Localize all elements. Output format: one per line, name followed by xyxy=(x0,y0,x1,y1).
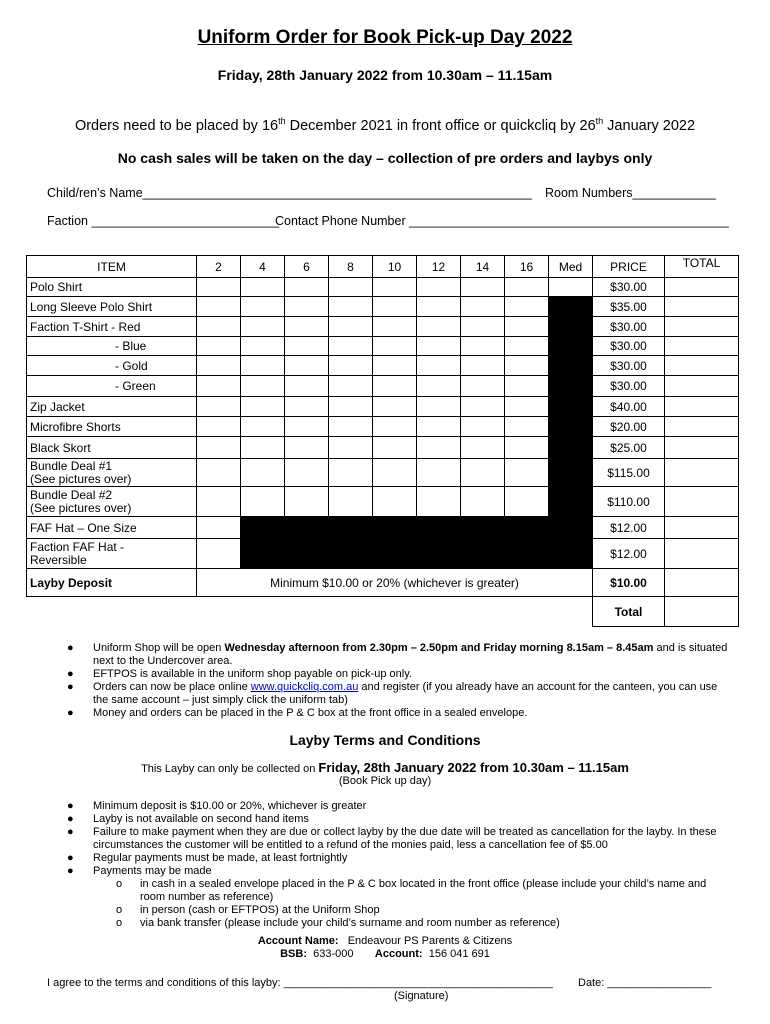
unavailable-cell xyxy=(549,417,593,437)
unavailable-cell xyxy=(549,459,593,487)
table-row xyxy=(27,356,739,376)
qty-cell[interactable] xyxy=(373,437,417,459)
qty-cell[interactable] xyxy=(461,437,505,459)
header-size-2: 2 xyxy=(197,256,241,278)
qty-cell[interactable] xyxy=(197,356,241,376)
list-item: ● Layby is not available on second hand items xyxy=(67,813,309,825)
unavailable-cell xyxy=(461,517,505,539)
layby-deposit-note: Minimum $10.00 or 20% (whichever is greater) xyxy=(197,569,593,597)
qty-cell[interactable] xyxy=(241,397,285,417)
qty-cell[interactable] xyxy=(417,317,461,337)
qty-cell[interactable] xyxy=(505,337,549,356)
qty-cell[interactable] xyxy=(461,317,505,337)
item-label: Faction FAF Hat - Reversible xyxy=(27,539,197,569)
qty-cell[interactable] xyxy=(505,417,549,437)
unavailable-cell xyxy=(549,437,593,459)
qty-cell[interactable] xyxy=(417,487,461,517)
qty-cell[interactable] xyxy=(505,487,549,517)
list-item: ● Uniform Shop will be open Wednesday afternoon from 2.30pm – 2.50pm and Friday morning 8.15am – 8.45am and is situated next to the Undercover area. xyxy=(67,642,728,667)
unavailable-cell xyxy=(549,376,593,397)
unavailable-cell xyxy=(461,539,505,569)
price-cell: $30.00 xyxy=(593,337,665,356)
unavailable-cell xyxy=(505,517,549,539)
total-cell[interactable] xyxy=(665,317,739,337)
qty-cell[interactable] xyxy=(285,278,329,297)
agreement-date-field[interactable]: Date: _________________ xyxy=(578,977,712,989)
qty-cell[interactable] xyxy=(373,317,417,337)
qty-cell[interactable] xyxy=(329,437,373,459)
qty-cell[interactable] xyxy=(197,376,241,397)
qty-cell[interactable] xyxy=(197,459,241,487)
price-cell: $30.00 xyxy=(593,356,665,376)
qty-cell[interactable] xyxy=(373,337,417,356)
total-cell[interactable] xyxy=(665,569,739,597)
qty-cell[interactable] xyxy=(505,437,549,459)
qty-cell[interactable] xyxy=(241,278,285,297)
price-cell: $12.00 xyxy=(593,539,665,569)
table-row xyxy=(27,517,739,539)
layby-deposit-price: $10.00 xyxy=(593,569,665,597)
header-item: ITEM xyxy=(27,256,197,278)
table-row xyxy=(27,278,739,297)
list-item: ● Money and orders can be placed in the P & C box at the front office in a sealed envelope. xyxy=(67,707,528,719)
qty-cell[interactable] xyxy=(373,356,417,376)
item-label: Bundle Deal #1 (See pictures over) xyxy=(27,459,197,487)
unavailable-cell xyxy=(549,337,593,356)
qty-cell[interactable] xyxy=(505,297,549,317)
list-item: ● Orders can now be place online www.quickcliq.com.au and register (if you already have an account for the canteen, you can use the same account – just simply click the uniform tab) xyxy=(67,681,718,706)
price-cell: $30.00 xyxy=(593,278,665,297)
qty-cell[interactable] xyxy=(373,297,417,317)
account-name-line: Account Name: Endeavour PS Parents & Citizens xyxy=(257,935,513,947)
item-label: Polo Shirt xyxy=(27,278,197,297)
qty-cell[interactable] xyxy=(329,487,373,517)
qty-cell[interactable] xyxy=(241,337,285,356)
list-item: ● Failure to make payment when they are due or collect layby by the due date will be treated as cancellation for the layby. In these circumstances the customer will be entitled to a refund of the monies paid, less a cancellation fee of $5.00 xyxy=(67,826,717,851)
qty-cell[interactable] xyxy=(417,337,461,356)
info-list xyxy=(67,642,733,720)
layby-deposit-label: Layby Deposit xyxy=(27,569,197,597)
item-label: - Blue xyxy=(27,337,197,356)
unavailable-cell xyxy=(549,356,593,376)
layby-collection-note: (Book Pick up day) xyxy=(338,775,432,787)
qty-cell[interactable] xyxy=(329,376,373,397)
table-row xyxy=(27,317,739,337)
bank-details-line: BSB: 633-000 Account: 156 041 691 xyxy=(280,948,490,960)
qty-cell[interactable] xyxy=(197,437,241,459)
table-row xyxy=(27,297,739,317)
qty-cell[interactable] xyxy=(241,356,285,376)
qty-cell[interactable] xyxy=(505,317,549,337)
qty-cell[interactable] xyxy=(417,417,461,437)
qty-cell[interactable] xyxy=(285,487,329,517)
unavailable-cell xyxy=(549,297,593,317)
unavailable-cell xyxy=(329,517,373,539)
order-deadline: Orders need to be placed by 16th December 2021 in front office or quickcliq by 26th January 2022 xyxy=(74,116,696,134)
table-row xyxy=(27,417,739,437)
header-total: TOTAL xyxy=(665,256,739,278)
item-label: FAF Hat – One Size xyxy=(27,517,197,539)
qty-cell[interactable] xyxy=(373,397,417,417)
qty-cell[interactable] xyxy=(329,297,373,317)
price-cell: $25.00 xyxy=(593,437,665,459)
child-name-field[interactable]: Child/ren’s Name________________________________________________________ xyxy=(47,186,532,200)
qty-cell[interactable] xyxy=(461,278,505,297)
price-cell: $12.00 xyxy=(593,517,665,539)
qty-cell[interactable] xyxy=(417,459,461,487)
qty-cell[interactable] xyxy=(197,539,241,569)
total-label: Total xyxy=(593,597,665,627)
item-label: Bundle Deal #2 (See pictures over) xyxy=(27,487,197,517)
item-label: Zip Jacket xyxy=(27,397,197,417)
event-date: Friday, 28th January 2022 from 10.30am – 11.15am xyxy=(217,67,553,83)
qty-cell[interactable] xyxy=(505,376,549,397)
layby-terms-list xyxy=(67,800,733,930)
quickcliq-link[interactable]: www.quickcliq.com.au xyxy=(250,681,359,693)
contact-phone-field[interactable]: Contact Phone Number ______________________________________________ xyxy=(275,214,729,228)
qty-cell[interactable] xyxy=(329,356,373,376)
total-cell[interactable] xyxy=(665,376,739,397)
faction-field[interactable]: Faction ___________________________ xyxy=(47,214,280,228)
qty-cell[interactable] xyxy=(285,297,329,317)
total-cell[interactable] xyxy=(665,417,739,437)
qty-cell[interactable] xyxy=(329,417,373,437)
unavailable-cell xyxy=(417,517,461,539)
list-item: ● Payments may be made o in cash in a sealed envelope placed in the P & C box located in the front office (please include your child’s name and room number as reference) o in person (cash or EFTPOS) at the Uniform Shop o via bank transfer (please include your child’s surname and room number as reference) xyxy=(93,865,733,930)
total-cell[interactable] xyxy=(665,459,739,487)
table-row xyxy=(27,376,739,397)
qty-cell[interactable] xyxy=(285,459,329,487)
table-row xyxy=(27,397,739,417)
qty-cell[interactable] xyxy=(285,417,329,437)
qty-cell[interactable] xyxy=(197,278,241,297)
qty-cell[interactable] xyxy=(461,337,505,356)
qty-cell[interactable] xyxy=(285,317,329,337)
item-label: - Green xyxy=(27,376,197,397)
qty-cell[interactable] xyxy=(461,297,505,317)
unavailable-cell xyxy=(285,517,329,539)
header-size-4: 4 xyxy=(241,256,285,278)
list-item: ● Minimum deposit is $10.00 or 20%, whichever is greater xyxy=(67,800,367,812)
qty-cell[interactable] xyxy=(417,437,461,459)
item-label: Microfibre Shorts xyxy=(27,417,197,437)
qty-cell[interactable] xyxy=(285,437,329,459)
qty-cell[interactable] xyxy=(505,397,549,417)
qty-cell[interactable] xyxy=(417,278,461,297)
qty-cell[interactable] xyxy=(285,397,329,417)
header-size-16: 16 xyxy=(505,256,549,278)
qty-cell[interactable] xyxy=(329,459,373,487)
total-cell[interactable] xyxy=(665,397,739,417)
qty-cell[interactable] xyxy=(241,459,285,487)
table-row xyxy=(27,337,739,356)
grand-total-cell[interactable] xyxy=(665,597,739,627)
qty-cell[interactable] xyxy=(461,356,505,376)
qty-cell[interactable] xyxy=(329,278,373,297)
qty-cell[interactable] xyxy=(417,356,461,376)
price-cell: $20.00 xyxy=(593,417,665,437)
total-cell[interactable] xyxy=(665,337,739,356)
list-item: o in person (cash or EFTPOS) at the Uniform Shop xyxy=(116,904,380,916)
qty-cell[interactable] xyxy=(461,376,505,397)
table-row xyxy=(27,539,739,569)
agreement-signature-field[interactable]: I agree to the terms and conditions of this layby: ____________________________________________ xyxy=(47,977,553,989)
total-cell[interactable] xyxy=(665,278,739,297)
unavailable-cell xyxy=(373,539,417,569)
total-cell[interactable] xyxy=(665,539,739,569)
total-cell[interactable] xyxy=(665,487,739,517)
unavailable-cell xyxy=(285,539,329,569)
qty-cell[interactable] xyxy=(461,417,505,437)
list-item: ● EFTPOS is available in the uniform shop payable on pick-up only. xyxy=(67,668,412,680)
qty-cell[interactable] xyxy=(241,437,285,459)
layby-heading: Layby Terms and Conditions xyxy=(289,732,481,748)
qty-cell[interactable] xyxy=(417,376,461,397)
qty-cell[interactable] xyxy=(373,459,417,487)
room-numbers-field[interactable]: Room Numbers____________ xyxy=(545,186,716,200)
qty-cell[interactable] xyxy=(373,487,417,517)
header-size-12: 12 xyxy=(417,256,461,278)
qty-cell[interactable] xyxy=(417,297,461,317)
price-cell: $35.00 xyxy=(593,297,665,317)
unavailable-cell xyxy=(549,517,593,539)
qty-cell[interactable] xyxy=(461,459,505,487)
qty-cell[interactable] xyxy=(373,278,417,297)
signature-caption: (Signature) xyxy=(394,990,449,1002)
layby-deposit-row xyxy=(27,569,739,597)
item-label: Faction T-Shirt - Red xyxy=(27,317,197,337)
price-cell: $40.00 xyxy=(593,397,665,417)
unavailable-cell xyxy=(417,539,461,569)
total-cell[interactable] xyxy=(665,517,739,539)
item-label: - Gold xyxy=(27,356,197,376)
page-title: Uniform Order for Book Pick-up Day 2022 xyxy=(197,27,573,48)
layby-collection: This Layby can only be collected on Friday, 28th January 2022 from 10.30am – 11.15am xyxy=(141,760,629,775)
qty-cell[interactable] xyxy=(285,356,329,376)
header-size-6: 6 xyxy=(285,256,329,278)
header-price: PRICE xyxy=(593,256,665,278)
unavailable-cell xyxy=(549,397,593,417)
qty-cell[interactable] xyxy=(505,278,549,297)
unavailable-cell xyxy=(549,317,593,337)
unavailable-cell xyxy=(241,539,285,569)
total-row xyxy=(27,597,739,627)
qty-cell[interactable] xyxy=(329,397,373,417)
price-cell: $30.00 xyxy=(593,376,665,397)
qty-cell[interactable] xyxy=(241,317,285,337)
qty-cell[interactable] xyxy=(417,397,461,417)
qty-cell[interactable] xyxy=(197,517,241,539)
header-size-14: 14 xyxy=(461,256,505,278)
qty-cell[interactable] xyxy=(197,487,241,517)
qty-cell[interactable] xyxy=(505,459,549,487)
total-cell[interactable] xyxy=(665,356,739,376)
header-size-med: Med xyxy=(549,256,593,278)
qty-cell[interactable] xyxy=(329,317,373,337)
unavailable-cell xyxy=(549,539,593,569)
unavailable-cell xyxy=(373,517,417,539)
qty-cell[interactable] xyxy=(197,417,241,437)
price-cell: $30.00 xyxy=(593,317,665,337)
qty-cell[interactable] xyxy=(549,278,593,297)
qty-cell[interactable] xyxy=(461,397,505,417)
qty-cell[interactable] xyxy=(373,376,417,397)
price-cell: $110.00 xyxy=(593,487,665,517)
qty-cell[interactable] xyxy=(241,417,285,437)
unavailable-cell xyxy=(329,539,373,569)
header-size-8: 8 xyxy=(329,256,373,278)
price-cell: $115.00 xyxy=(593,459,665,487)
order-table xyxy=(26,255,739,627)
item-label: Long Sleeve Polo Shirt xyxy=(27,297,197,317)
table-row xyxy=(27,487,739,517)
total-cell[interactable] xyxy=(665,297,739,317)
unavailable-cell xyxy=(241,517,285,539)
qty-cell[interactable] xyxy=(241,376,285,397)
qty-cell[interactable] xyxy=(197,397,241,417)
total-cell[interactable] xyxy=(665,437,739,459)
list-item: o in cash in a sealed envelope placed in the P & C box located in the front office (please include your child’s name and room number as reference) xyxy=(116,878,707,903)
qty-cell[interactable] xyxy=(197,317,241,337)
table-row xyxy=(27,459,739,487)
list-item: ● Regular payments must be made, at least fortnightly xyxy=(67,852,348,864)
unavailable-cell xyxy=(549,487,593,517)
qty-cell[interactable] xyxy=(241,297,285,317)
list-item: o via bank transfer (please include your child’s surname and room number as reference) xyxy=(116,917,560,929)
qty-cell[interactable] xyxy=(241,487,285,517)
item-label: Black Skort xyxy=(27,437,197,459)
qty-cell[interactable] xyxy=(197,297,241,317)
qty-cell[interactable] xyxy=(505,356,549,376)
table-row xyxy=(27,437,739,459)
qty-cell[interactable] xyxy=(329,337,373,356)
header-size-10: 10 xyxy=(373,256,417,278)
qty-cell[interactable] xyxy=(197,337,241,356)
no-cash-notice: No cash sales will be taken on the day – collection of pre orders and laybys only xyxy=(117,150,653,166)
table-header-row xyxy=(27,256,739,278)
qty-cell[interactable] xyxy=(285,337,329,356)
qty-cell[interactable] xyxy=(461,487,505,517)
qty-cell[interactable] xyxy=(373,417,417,437)
unavailable-cell xyxy=(505,539,549,569)
qty-cell[interactable] xyxy=(285,376,329,397)
